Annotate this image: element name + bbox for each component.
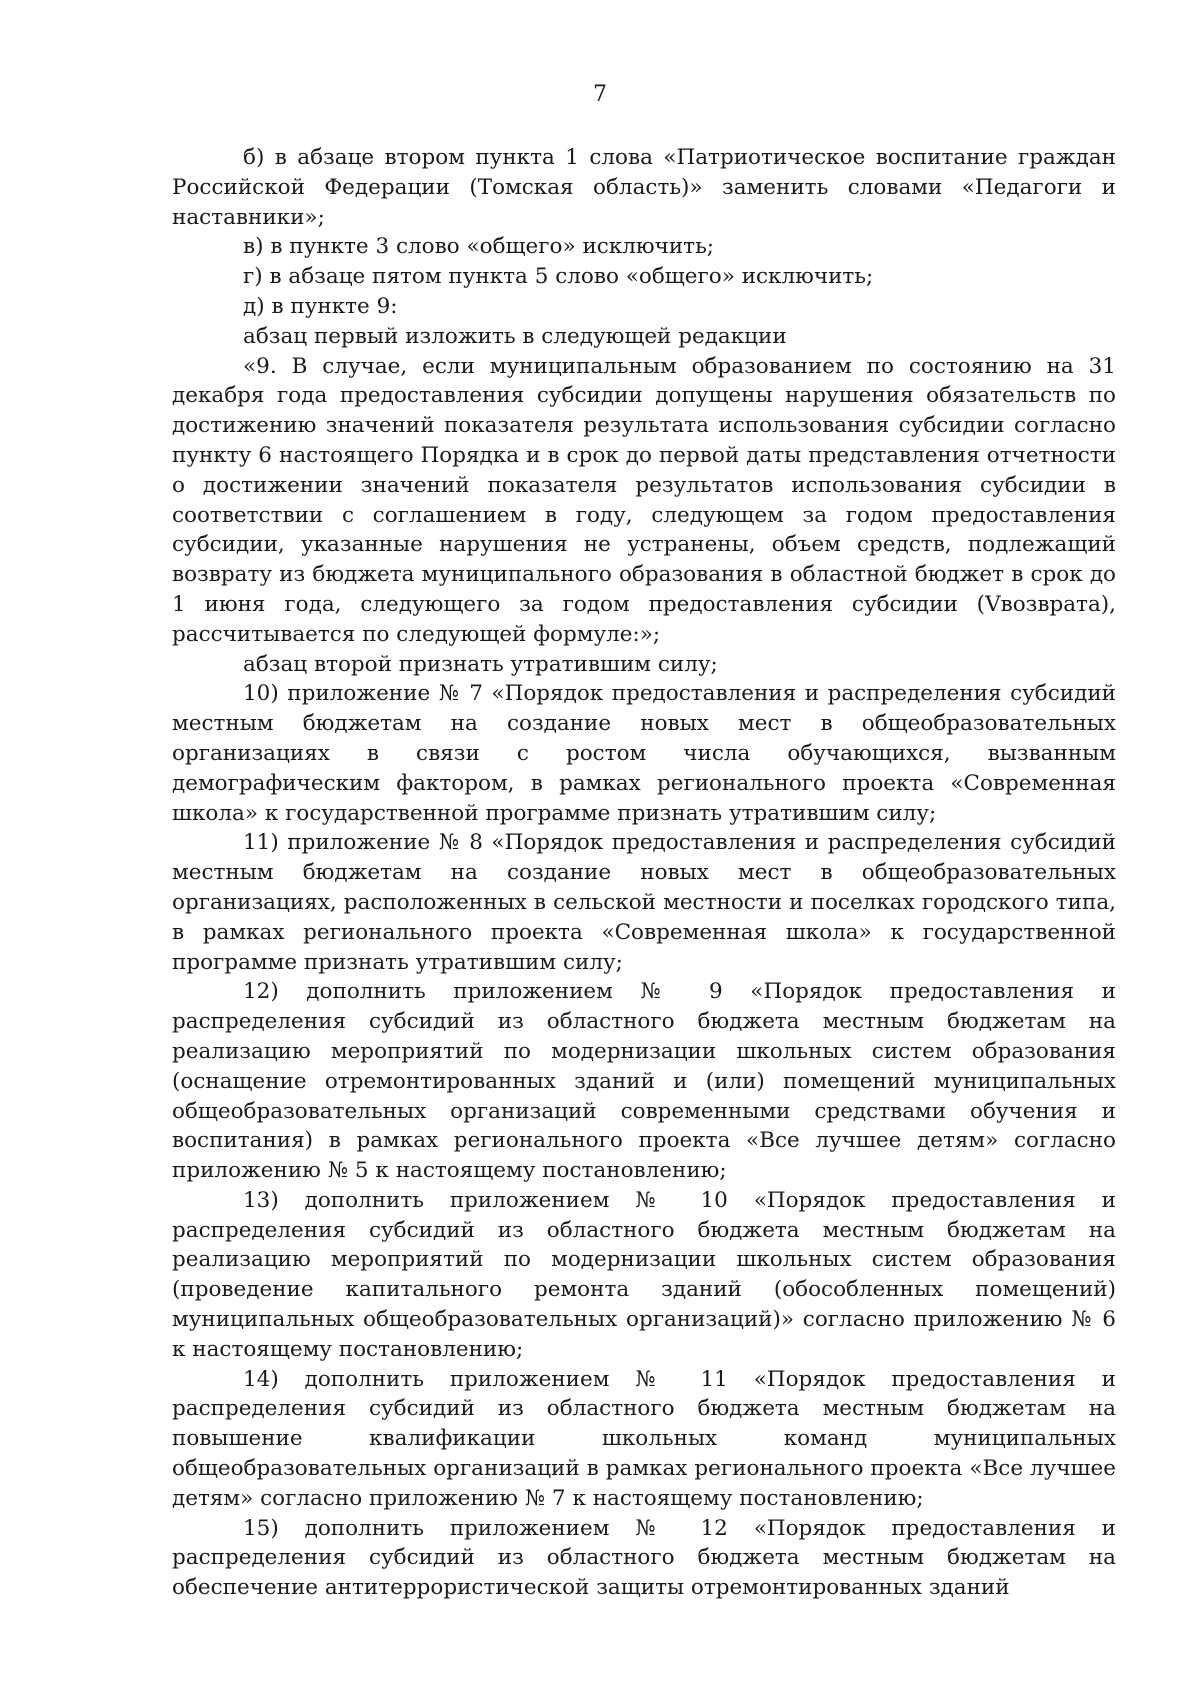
paragraph-d: д) в пункте 9: <box>243 293 398 319</box>
paragraph-item-13: 13) дополнить приложением № 10 «Порядок предоставления и распределения субсидий из областного бюджета местным бюджетам на реализацию мероприятий по модернизации школьных систем образования (проведение капитального ремонта зданий (обособленных помещений) муниципальных общеобразовательных организаций)» согласно приложению № 6 к настоящему постановлению; <box>172 1187 1116 1362</box>
document-body <box>172 143 1116 1603</box>
paragraph-item-12: 12) дополнить приложением № 9 «Порядок предоставления и распределения субсидий из областного бюджета местным бюджетам на реализацию мероприятий по модернизации школьных систем образования (оснащение отремонтированных зданий и (или) помещений муниципальных общеобразовательных организаций современными средствами обучения и воспитания) в рамках регионального проекта «Все лучшее детям» согласно приложению № 5 к настоящему постановлению; <box>172 979 1116 1184</box>
paragraph-item-10: 10) приложение № 7 «Порядок предоставления и распределения субсидий местным бюджетам на создание новых мест в общеобразовательных организациях в связи с ростом числа обучающихся, вызванным демографическим фактором, в рамках регионального проекта «Современная школа» к государственной программе признать утратившим силу; <box>172 681 1116 826</box>
paragraph-item-14: 14) дополнить приложением № 11 «Порядок предоставления и распределения субсидий из областного бюджета местным бюджетам на повышение квалификации школьных команд муниципальных общеобразовательных организаций в рамках регионального проекта «Все лучшее детям» согласно приложению № 7 к настоящему постановлению; <box>172 1366 1116 1511</box>
paragraph-item-11: 11) приложение № 8 «Порядок предоставления и распределения субсидий местным бюджетам на создание новых мест в общеобразовательных организациях, расположенных в сельской местности и поселках городского типа, в рамках регионального проекта «Современная школа» к государственной программе признать утратившим силу; <box>172 830 1116 975</box>
paragraph-g: г) в абзаце пятом пункта 5 слово «общего» исключить; <box>243 264 874 290</box>
paragraph-v: в) в пункте 3 слово «общего» исключить; <box>243 234 715 260</box>
page-number: 7 <box>593 82 607 107</box>
paragraph-b: б) в абзаце втором пункта 1 слова «Патриотическое воспитание граждан Российской Федерации (Томская область)» заменить словами «Педагоги и наставники»; <box>172 145 1116 230</box>
paragraph-second-abzac: абзац второй признать утратившим силу; <box>243 651 718 677</box>
paragraph-item-9-quote: «9. В случае, если муниципальным образованием по состоянию на 31 декабря года предоставления субсидии допущены нарушения обязательств по достижению значений показателя результата использования субсидии согласно пункту 6 настоящего Порядка и в срок до первой даты представления отчетности о достижении значений показателя результатов использования субсидии в соответствии с соглашением в году, следующем за годом предоставления субсидии, указанные нарушения не устранены, объем средств, подлежащий возврату из бюджета муниципального образования в областной бюджет в срок до 1 июня года, следующего за годом предоставления субсидии (Vвозврата), рассчитывается по следующей формуле:»; <box>172 353 1116 647</box>
paragraph-first-abzac: абзац первый изложить в следующей редакции <box>243 323 787 349</box>
paragraph-item-15: 15) дополнить приложением № 12 «Порядок предоставления и распределения субсидий из областного бюджета местным бюджетам на обеспечение антитеррористической защиты отремонтированных зданий <box>172 1515 1116 1601</box>
